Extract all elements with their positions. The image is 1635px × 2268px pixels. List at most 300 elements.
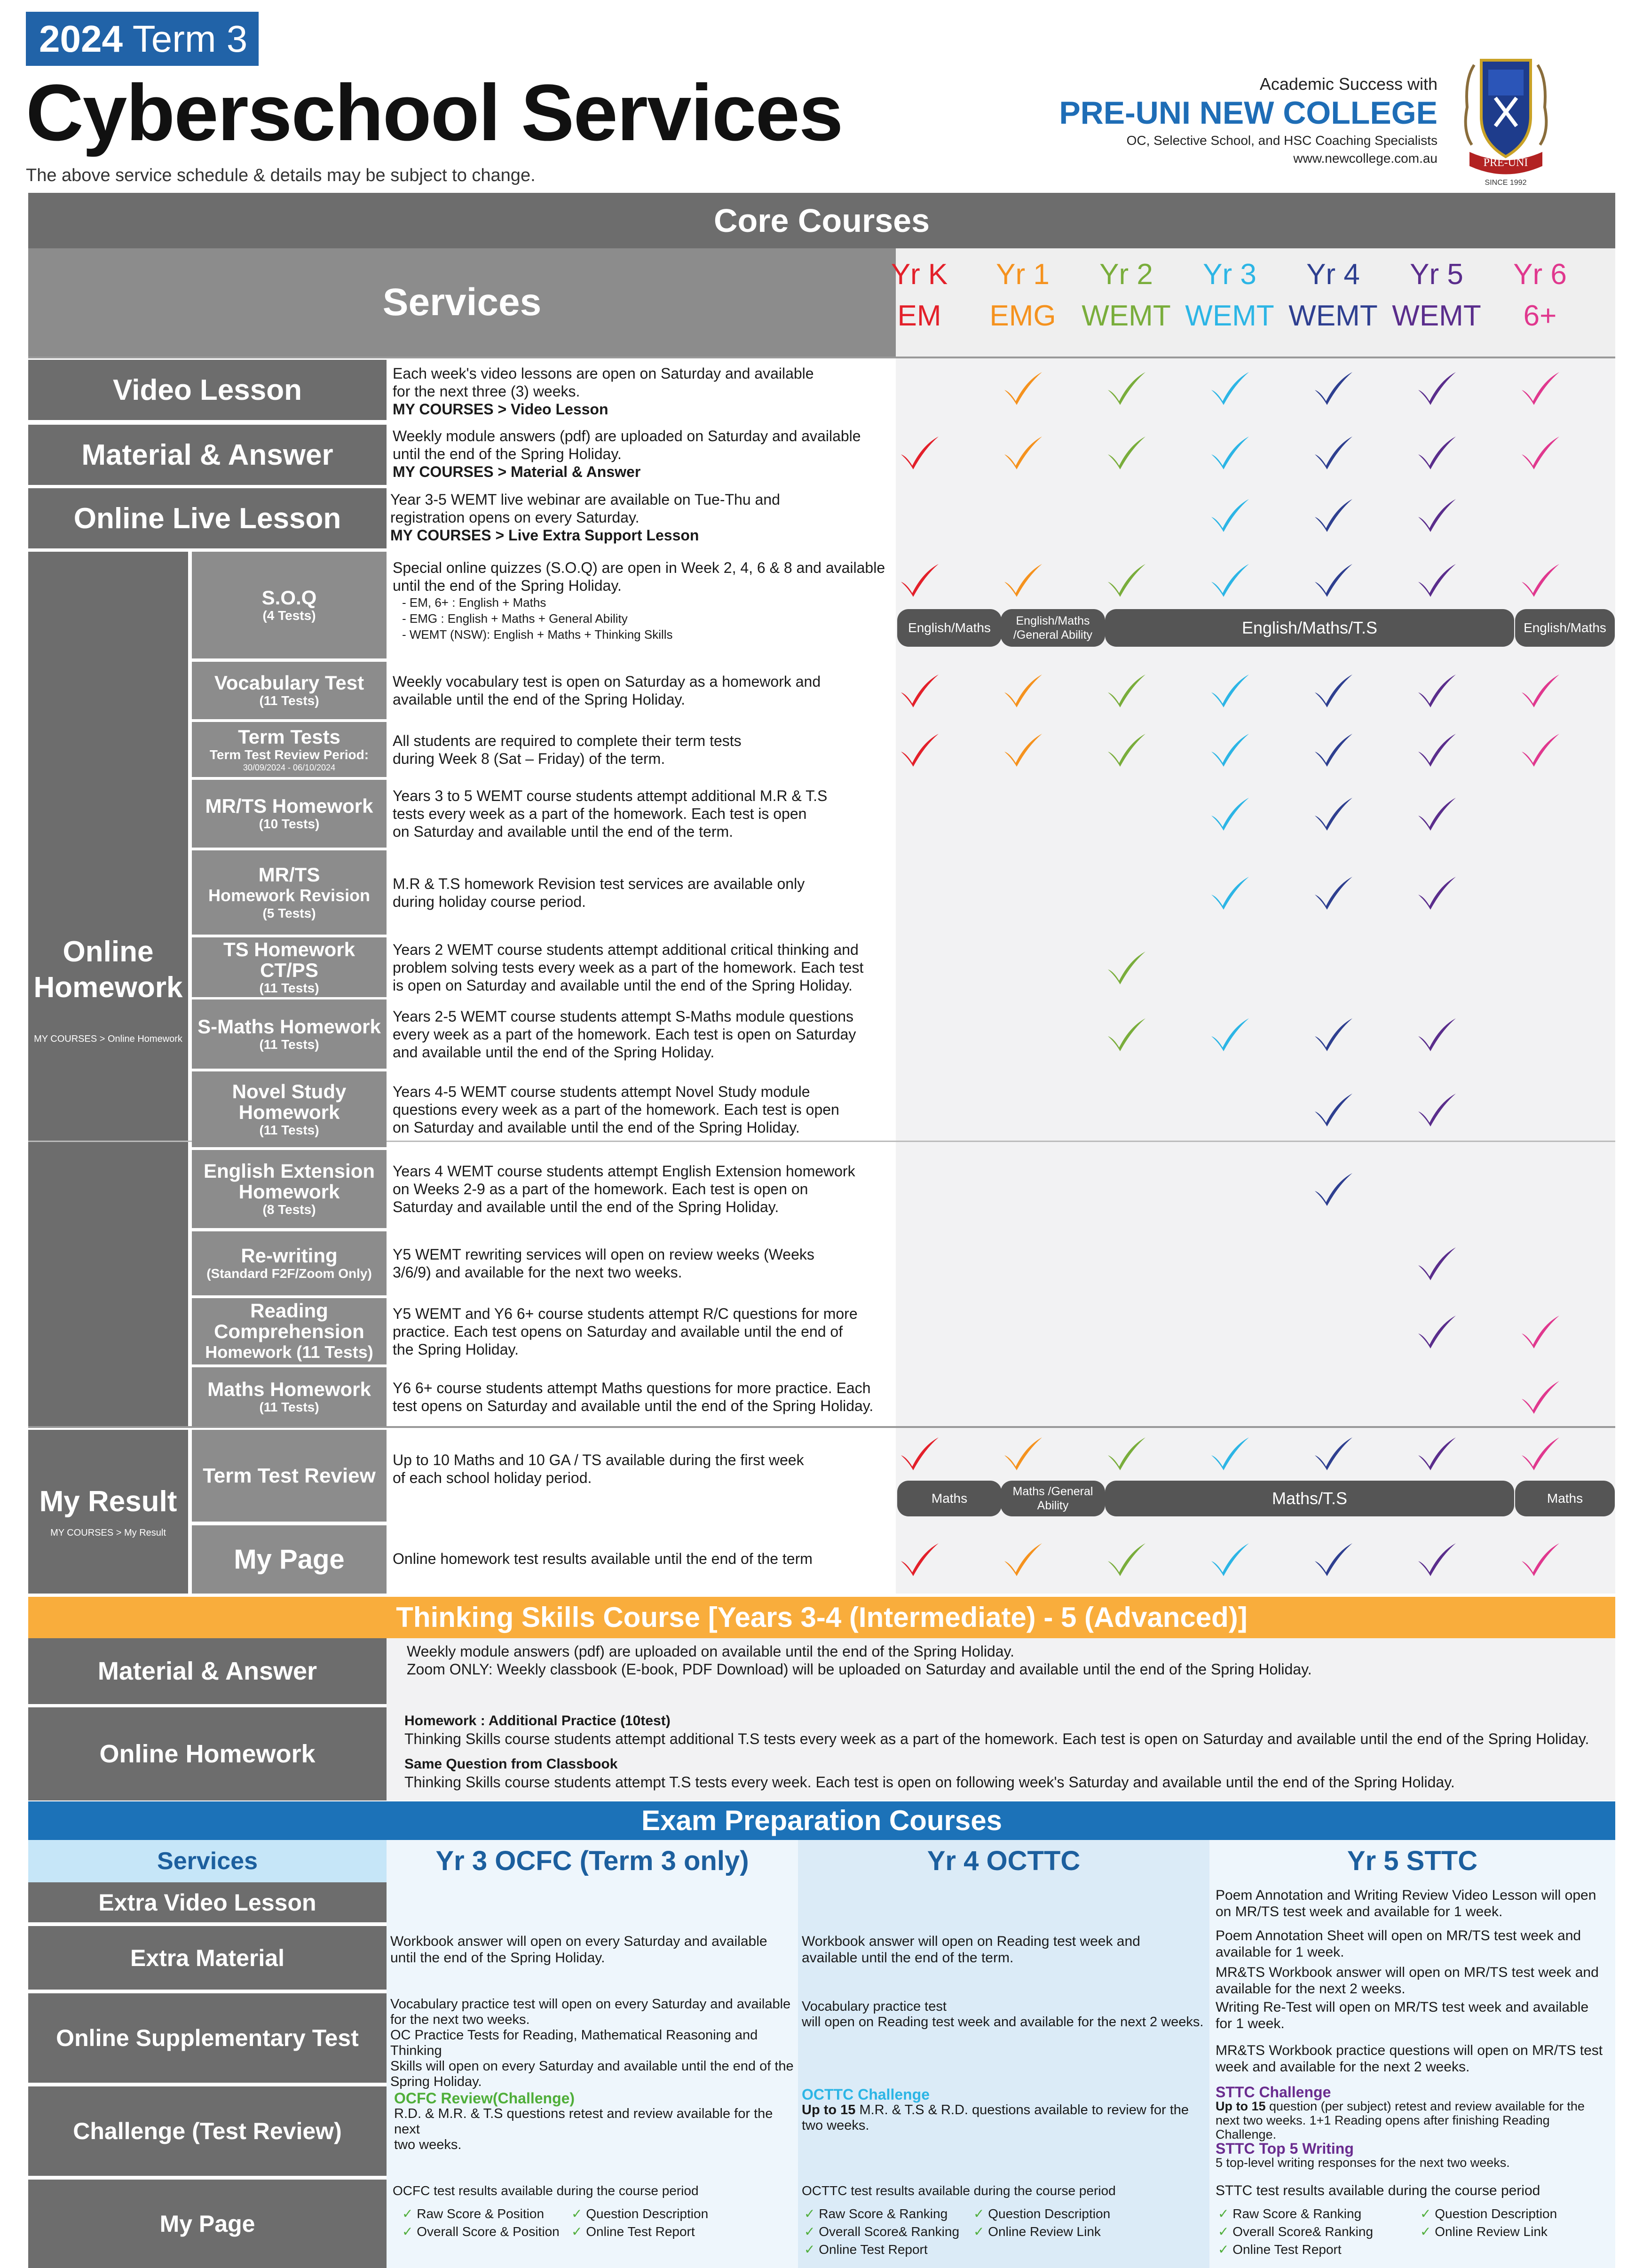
check-icon	[1105, 1015, 1147, 1053]
desc-line: Weekly vocabulary test is open on Saturday as a homework and	[393, 673, 821, 690]
desc-line: on MR/TS test week and available for 1 week.	[1216, 1904, 1503, 1919]
year-label: Yr 3	[1203, 258, 1256, 291]
challenge-heading: OCFC Review(Challenge)	[394, 2090, 575, 2107]
check-icon	[1519, 731, 1561, 769]
desc-line: available for 1 week.	[1216, 1944, 1344, 1960]
desc-line: Workbook answer will open on Reading test week and	[802, 1934, 1140, 1949]
label-line: (4 Tests)	[262, 608, 316, 623]
crest-since-text: SINCE 1992	[1485, 179, 1527, 187]
mypage-item	[973, 2224, 1101, 2239]
desc-line: Spring Holiday.	[390, 2074, 482, 2089]
exam-prep-band: Exam Preparation Courses	[28, 1801, 1615, 1840]
exam-row-challenge: Challenge (Test Review)	[28, 2086, 387, 2176]
term-test-review-desc	[393, 1451, 891, 1487]
mypage-item	[804, 2206, 948, 2221]
desc-line: and available until the end of the Spring Holiday.	[393, 1043, 715, 1061]
desc-line: Years 2-5 WEMT course students attempt S-Maths module questions	[393, 1007, 854, 1025]
label-line: Reading Comprehension	[214, 1299, 364, 1342]
check-icon	[1105, 1540, 1147, 1578]
desc-line: until the end of the Spring Holiday.	[393, 445, 622, 462]
menu-path: MY COURSES > Online Homework	[34, 1033, 182, 1044]
check-icon	[1208, 1015, 1251, 1053]
check-icon	[1519, 1313, 1561, 1350]
check-icon	[1002, 672, 1044, 709]
item-label: Question Description	[586, 2206, 709, 2221]
label-line: Online	[63, 935, 154, 968]
desc-line	[1216, 2099, 1613, 2113]
item-label: Overall Score& Ranking	[1232, 2224, 1374, 2239]
desc-line: Each week's video lessons are open on Saturday and available	[393, 365, 814, 382]
homework-desc-7	[393, 1083, 891, 1136]
item-label: Online Test Report	[819, 2242, 928, 2257]
desc-heading: Homework : Additional Practice (10test)	[404, 1713, 671, 1729]
homework-desc-6	[393, 1007, 891, 1061]
tick-icon: ✓	[973, 2206, 988, 2221]
homework-label-10	[192, 1298, 387, 1364]
desc-line: available until the end of the term.	[802, 1950, 1014, 1966]
label-line: MR/TS Homework	[205, 795, 373, 817]
homework-label-7	[192, 1071, 387, 1147]
check-icon	[1208, 1540, 1251, 1578]
check-icon	[1208, 496, 1251, 534]
desc-line: for the next three (3) weeks.	[393, 383, 580, 400]
emphasis: Up to 15	[802, 2102, 856, 2117]
mypage-item	[402, 2224, 560, 2239]
course-code: WEMT	[1185, 300, 1274, 332]
desc-line: available for the next 2 weeks.	[1216, 1981, 1406, 1997]
desc-line: available until the end of the Spring Holiday.	[393, 691, 686, 708]
exam-col-yr3: Yr 3 OCFC (Term 3 only)	[435, 1846, 749, 1876]
desc-line: during holiday course period.	[393, 893, 586, 910]
check-icon	[1415, 1245, 1458, 1282]
desc-line: registration opens on every Saturday.	[390, 509, 640, 526]
desc-line: test opens on Saturday and available until the end of the Spring Holiday.	[393, 1397, 874, 1414]
check-icon	[1312, 1435, 1354, 1472]
material-answer-desc	[393, 427, 891, 481]
label-line: S-Maths Homework	[197, 1015, 381, 1038]
check-icon	[898, 1435, 940, 1472]
check-icon	[1002, 434, 1044, 471]
desc-line: Years 4-5 WEMT course students attempt Novel Study module	[393, 1083, 810, 1100]
homework-label-11	[192, 1367, 387, 1427]
mypage-item	[804, 2242, 928, 2257]
check-grid-bg	[896, 357, 1615, 1594]
item-label: Raw Score & Position	[417, 2206, 545, 2221]
item-label: Raw Score & Ranking	[1232, 2206, 1362, 2221]
mypage-item	[571, 2206, 708, 2221]
desc-line: on Saturday and available until the end of the Spring Holiday.	[393, 1118, 800, 1136]
exam-challenge-yr5	[1216, 2085, 1613, 2170]
online-live-lesson-label: Online Live Lesson	[28, 488, 387, 548]
note-line: - EM, 6+ : English + Maths	[402, 595, 546, 610]
check-icon	[1415, 434, 1458, 471]
check-icon	[1312, 731, 1354, 769]
desc-line: OC Practice Tests for Reading, Mathematical Reasoning and Thinking	[390, 2028, 758, 2058]
check-icon	[1105, 369, 1147, 407]
brand-block	[1059, 74, 1438, 167]
check-icon	[1415, 672, 1458, 709]
desc-line: MR&TS Workbook practice questions will open on MR/TS test	[1216, 2043, 1603, 2058]
tick-icon: ✓	[1420, 2206, 1435, 2221]
desc-line: week and available for the next 2 weeks.	[1216, 2059, 1470, 2075]
desc-line: for 1 week.	[1216, 2016, 1285, 2031]
pill-yr1: English/Maths /General Ability	[1001, 609, 1105, 647]
desc-line: until the end of the Spring Holiday.	[393, 577, 622, 594]
desc-line: Vocabulary practice test will open on every Saturday and available	[390, 1997, 791, 2012]
check-icon	[1208, 434, 1251, 471]
check-icon	[1312, 1015, 1354, 1053]
course-code: 6+	[1523, 300, 1557, 332]
exam-row-video: Extra Video Lesson	[28, 1882, 387, 1922]
check-icon	[1105, 561, 1147, 599]
desc-line: Y5 WEMT rewriting services will open on review weeks (Weeks	[393, 1246, 814, 1263]
desc-line: Vocabulary practice test	[802, 1999, 947, 2014]
homework-desc-3	[393, 787, 891, 841]
item-label: Overall Score & Position	[417, 2224, 560, 2239]
check-icon	[1519, 369, 1561, 407]
desc-line: Zoom ONLY: Weekly classbook (E-book, PDF Download) will be uploaded on Saturday and available until the end of the Spring Holiday.	[407, 1661, 1312, 1678]
exam-challenge-yr4	[802, 2087, 1206, 2133]
ts-homework-desc	[404, 1712, 1613, 1791]
year-label: Yr 4	[1306, 258, 1360, 291]
label-line: (11 Tests)	[259, 693, 319, 708]
tick-icon: ✓	[1420, 2224, 1435, 2239]
term-test-review-label: Term Test Review	[192, 1430, 387, 1522]
homework-label-4	[192, 850, 387, 935]
homework-label-9	[192, 1231, 387, 1295]
video-lesson-label: Video Lesson	[28, 360, 387, 420]
exam-col2-bg	[798, 1840, 1209, 2268]
check-icon	[1105, 672, 1147, 709]
check-icon	[1002, 731, 1044, 769]
check-icon	[1415, 1435, 1458, 1472]
exam-material-yr4	[802, 1933, 1206, 1966]
item-label: Question Description	[1435, 2206, 1557, 2221]
exam-material-yr5	[1216, 1927, 1611, 1997]
tick-icon: ✓	[1218, 2242, 1233, 2257]
label-line: Re-writing	[241, 1245, 338, 1267]
check-icon	[1519, 672, 1561, 709]
course-code: WEMT	[1288, 300, 1378, 332]
mypage-item	[571, 2224, 695, 2239]
check-icon	[1002, 1435, 1044, 1472]
desc-line: Years 4 WEMT course students attempt English Extension homework	[393, 1163, 855, 1180]
desc-line: practice. Each test opens on Saturday and available until the end of	[393, 1323, 843, 1340]
check-icon	[1415, 369, 1458, 407]
label-line: TS Homework	[223, 938, 355, 960]
pill-yrk: English/Maths	[897, 609, 1002, 647]
desc-line: will open on Reading test week and available for the next 2 weeks.	[802, 2014, 1204, 2030]
check-icon	[1415, 731, 1458, 769]
exam-video-yr5	[1216, 1887, 1611, 1920]
desc-line: Skills will open on every Saturday and available until the end of the	[390, 2059, 794, 2074]
item-label: Online Review Link	[988, 2224, 1101, 2239]
desc-line: Weekly module answers (pdf) are uploaded on Saturday and available	[393, 428, 861, 444]
brand-url: www.newcollege.com.au	[1293, 151, 1438, 166]
item-label: Overall Score& Ranking	[819, 2224, 960, 2239]
check-icon	[1415, 561, 1458, 599]
term-badge: 2024 Term 3	[26, 12, 259, 66]
ts-material-label: Material & Answer	[28, 1638, 387, 1704]
year-column-4	[1281, 254, 1385, 337]
desc-line: Years 2 WEMT course students attempt additional critical thinking and	[393, 941, 859, 958]
year-label: Yr 6	[1513, 258, 1567, 291]
check-icon	[1002, 1540, 1044, 1578]
label-line: Homework	[238, 1181, 340, 1203]
check-icon	[1519, 1435, 1561, 1472]
exam-row-material: Extra Material	[28, 1926, 387, 1990]
desc-line: 5 top-level writing responses for the next two weeks.	[1216, 2156, 1510, 2170]
exam-material-yr3	[390, 1933, 795, 1966]
item-label: Online Review Link	[1435, 2224, 1548, 2239]
pill-yr2-5: Maths/T.S	[1105, 1481, 1514, 1516]
check-icon	[1105, 1435, 1147, 1472]
desc-text: question (per subject) retest and review available for the	[1265, 2099, 1585, 2113]
label-line: (10 Tests)	[259, 817, 320, 831]
year-column-1	[971, 254, 1074, 337]
pill-yr6: English/Maths	[1515, 609, 1615, 647]
core-courses-band: Core Courses	[28, 193, 1615, 248]
check-icon	[1002, 369, 1044, 407]
check-icon	[1519, 1540, 1561, 1578]
note-line: - WEMT (NSW): English + Maths + Thinking Skills	[402, 627, 673, 642]
year-label: Yr 2	[1099, 258, 1153, 291]
menu-path: MY COURSES > Video Lesson	[393, 401, 608, 418]
material-answer-label: Material & Answer	[28, 425, 387, 485]
menu-path: MY COURSES > Material & Answer	[393, 463, 641, 480]
desc-line: Poem Annotation and Writing Review Video Lesson will open	[1216, 1887, 1596, 1903]
label-line: Homework	[33, 971, 183, 1004]
desc-line: on Saturday and available until the end of the term.	[393, 823, 734, 840]
label-line: Homework	[238, 1101, 340, 1123]
exam-services-header: Services	[28, 1840, 387, 1882]
homework-label-2	[192, 722, 387, 777]
desc-line: for the next two weeks.	[390, 2012, 530, 2027]
check-icon	[1312, 795, 1354, 833]
desc-line	[802, 2102, 1206, 2118]
desc-line: Year 3-5 WEMT live webinar are available on Tue-Thu and	[390, 491, 780, 508]
label-line: Term Test Review Period:	[209, 747, 369, 762]
check-icon	[898, 1540, 940, 1578]
tick-icon: ✓	[973, 2224, 988, 2239]
page-title: Cyberschool Services	[26, 68, 843, 158]
mypage-item	[1420, 2224, 1548, 2239]
my-page-desc: Online homework test results available until the end of the term	[393, 1550, 813, 1567]
label-line: English Extension	[203, 1160, 375, 1182]
exam-col-yr4: Yr 4 OCTTC	[927, 1846, 1081, 1876]
year-label: Yr 1	[996, 258, 1050, 291]
check-icon	[1208, 795, 1251, 833]
check-icon	[1415, 496, 1458, 534]
check-icon	[1519, 561, 1561, 599]
tick-icon: ✓	[804, 2224, 819, 2239]
check-icon	[1105, 949, 1147, 986]
desc-line: until the end of the Spring Holiday.	[390, 1950, 605, 1966]
desc-line: MR&TS Workbook answer will open on MR/TS test week and	[1216, 1965, 1599, 1980]
desc-line: of each school holiday period.	[393, 1469, 592, 1486]
check-icon	[1415, 795, 1458, 833]
menu-path: MY COURSES > My Result	[50, 1528, 166, 1538]
mypage-item	[402, 2206, 544, 2221]
exam-supp-yr4	[802, 1999, 1206, 2030]
tick-icon: ✓	[804, 2206, 819, 2221]
desc-line: Poem Annotation Sheet will open on MR/TS test week and	[1216, 1928, 1581, 1943]
course-code: WEMT	[1392, 300, 1481, 332]
check-icon	[898, 731, 940, 769]
label-line: (11 Tests)	[259, 1400, 319, 1414]
year-label: Yr 5	[1410, 258, 1463, 291]
tick-icon: ✓	[571, 2206, 586, 2221]
mypage-item	[1218, 2224, 1373, 2239]
check-icon	[1312, 874, 1354, 912]
year-column-3	[1178, 254, 1281, 337]
desc-line: Writing Re-Test will open on MR/TS test week and available	[1216, 1999, 1589, 2015]
check-icon	[1208, 874, 1251, 912]
check-icon	[1312, 1170, 1354, 1208]
homework-desc-10	[393, 1305, 891, 1358]
desc-line: problem solving tests every week as a part of the homework. Each test	[393, 959, 864, 976]
check-icon	[898, 561, 940, 599]
check-icon	[1415, 874, 1458, 912]
desc-line: All students are required to complete their term tests	[393, 732, 742, 749]
homework-label-6	[192, 999, 387, 1069]
pill-yr2-5: English/Maths/T.S	[1105, 609, 1514, 647]
exam-row-supp: Online Supplementary Test	[28, 1993, 387, 2083]
label-line: (8 Tests)	[262, 1202, 316, 1217]
check-icon	[1002, 561, 1044, 599]
homework-label-1	[192, 662, 387, 719]
check-icon	[1208, 1435, 1251, 1472]
year-column-0	[868, 254, 971, 337]
homework-label-5	[192, 937, 387, 997]
exam-col-yr5: Yr 5 STTC	[1347, 1846, 1478, 1876]
pill-yrk: Maths	[897, 1481, 1002, 1516]
item-label: Question Description	[988, 2206, 1111, 2221]
check-icon	[1312, 1540, 1354, 1578]
disclaimer: The above service schedule & details may be subject to change.	[26, 166, 536, 185]
label-line: Maths Homework	[207, 1378, 371, 1400]
desc-line: Thinking Skills course students attempt additional T.S tests every week as a part of the homework. Each test is open on Saturday and available until the end of the Spring Holiday.	[404, 1730, 1589, 1747]
check-icon	[1312, 369, 1354, 407]
homework-desc-5	[393, 941, 891, 994]
check-icon	[1415, 1015, 1458, 1053]
mypage-item	[1218, 2206, 1361, 2221]
course-code: WEMT	[1082, 300, 1171, 332]
item-label: Raw Score & Ranking	[819, 2206, 948, 2221]
tick-icon: ✓	[804, 2242, 819, 2257]
challenge-heading: STTC Top 5 Writing	[1216, 2140, 1354, 2157]
desc-line: on Weeks 2-9 as a part of the homework. Each test is open on	[393, 1181, 808, 1197]
desc-line: Special online quizzes (S.O.Q) are open in Week 2, 4, 6 & 8 and available	[393, 559, 885, 576]
my-result-label	[28, 1430, 188, 1594]
label-line: (11 Tests)	[259, 1037, 319, 1052]
check-icon	[1105, 434, 1147, 471]
college-crest-icon	[1460, 51, 1552, 187]
check-icon	[1312, 561, 1354, 599]
item-label: Online Test Report	[586, 2224, 695, 2239]
desc-line: the Spring Holiday.	[393, 1340, 519, 1358]
label-line: Vocabulary Test	[214, 672, 364, 694]
homework-desc-0	[393, 559, 891, 642]
desc-line: questions every week as a part of the homework. Each test is open	[393, 1101, 839, 1118]
course-code: EM	[897, 300, 941, 332]
mypage-item	[1218, 2242, 1342, 2257]
pill-yr1: Maths /General Ability	[1001, 1481, 1105, 1516]
mypage-item	[973, 2206, 1110, 2221]
desc-line: Workbook answer will open on every Saturday and available	[390, 1934, 767, 1949]
check-icon	[1415, 1091, 1458, 1128]
mypage-item	[804, 2224, 959, 2239]
tick-icon: ✓	[1218, 2206, 1233, 2221]
check-icon	[1415, 1313, 1458, 1350]
challenge-heading: OCTTC Challenge	[802, 2086, 930, 2103]
challenge-heading: STTC Challenge	[1216, 2084, 1331, 2101]
brand-description: OC, Selective School, and HSC Coaching Specialists	[1126, 133, 1438, 148]
exam-supp-yr5	[1216, 1999, 1611, 2075]
check-icon	[1312, 1091, 1354, 1128]
year-label: Yr K	[891, 258, 948, 291]
desc-line: every week as a part of the homework. Each test is open on Saturday	[393, 1025, 856, 1043]
item-label: Online Test Report	[1232, 2242, 1342, 2257]
homework-desc-4	[393, 875, 891, 911]
exam-supp-yr3	[390, 1997, 795, 2090]
online-homework-label	[28, 552, 188, 1427]
exam-mypage-yr3: OCFC test results available during the course period	[393, 2183, 699, 2198]
desc-line: two weeks.	[802, 2118, 869, 2133]
desc-line: M.R & T.S homework Revision test services are available only	[393, 875, 805, 892]
label-line: MR/TS	[258, 863, 320, 886]
year-column-6	[1488, 254, 1592, 337]
label-line: Term Tests	[238, 725, 340, 748]
exam-mypage-yr4: OCTTC test results available during the course period	[802, 2183, 1116, 2198]
label-line: (Standard F2F/Zoom Only)	[206, 1266, 372, 1281]
homework-desc-8	[393, 1162, 891, 1216]
services-header: Services	[28, 248, 896, 357]
check-icon	[1208, 369, 1251, 407]
check-icon	[1312, 434, 1354, 471]
label-line: My Result	[39, 1485, 177, 1518]
exam-challenge-yr3	[394, 2091, 794, 2153]
year-column-2	[1074, 254, 1178, 337]
check-icon	[1208, 731, 1251, 769]
ts-material-desc	[407, 1642, 1611, 1678]
label-line: (11 Tests)	[259, 980, 319, 995]
tick-icon: ✓	[1218, 2224, 1233, 2239]
exam-mypage-yr5: STTC test results available during the course period	[1216, 2183, 1540, 2198]
check-icon	[1208, 672, 1251, 709]
check-icon	[898, 434, 940, 471]
homework-desc-1	[393, 673, 891, 708]
desc-line: Weekly module answers (pdf) are uploaded on available until the end of the Spring Holiday.	[407, 1643, 1015, 1660]
label-line: CT/PS	[260, 959, 318, 981]
check-icon	[1519, 434, 1561, 471]
thinking-skills-band: Thinking Skills Course [Years 3-4 (Intermediate) - 5 (Advanced)]	[28, 1597, 1615, 1638]
check-icon	[1312, 672, 1354, 709]
note-line: - EMG : English + Maths + General Ability	[402, 611, 628, 626]
menu-path: MY COURSES > Live Extra Support Lesson	[390, 527, 699, 544]
desc-line: R.D. & M.R. & T.S questions retest and review available for the next	[394, 2106, 773, 2137]
tick-icon: ✓	[402, 2224, 417, 2239]
label-line: (11 Tests)	[259, 1122, 319, 1137]
homework-desc-11	[393, 1379, 891, 1415]
homework-label-8	[192, 1150, 387, 1228]
tick-icon: ✓	[402, 2206, 417, 2221]
desc-line: Years 3 to 5 WEMT course students attempt additional M.R & T.S	[393, 787, 828, 804]
year-column-5	[1385, 254, 1488, 337]
desc-line: Thinking Skills course students attempt T.S tests every week. Each test is open on following week's Saturday and available until the end of the Spring Holiday.	[404, 1774, 1455, 1791]
label-line: 30/09/2024 - 06/10/2024	[243, 762, 336, 772]
desc-line: is open on Saturday and available until the end of the Spring Holiday.	[393, 976, 853, 994]
